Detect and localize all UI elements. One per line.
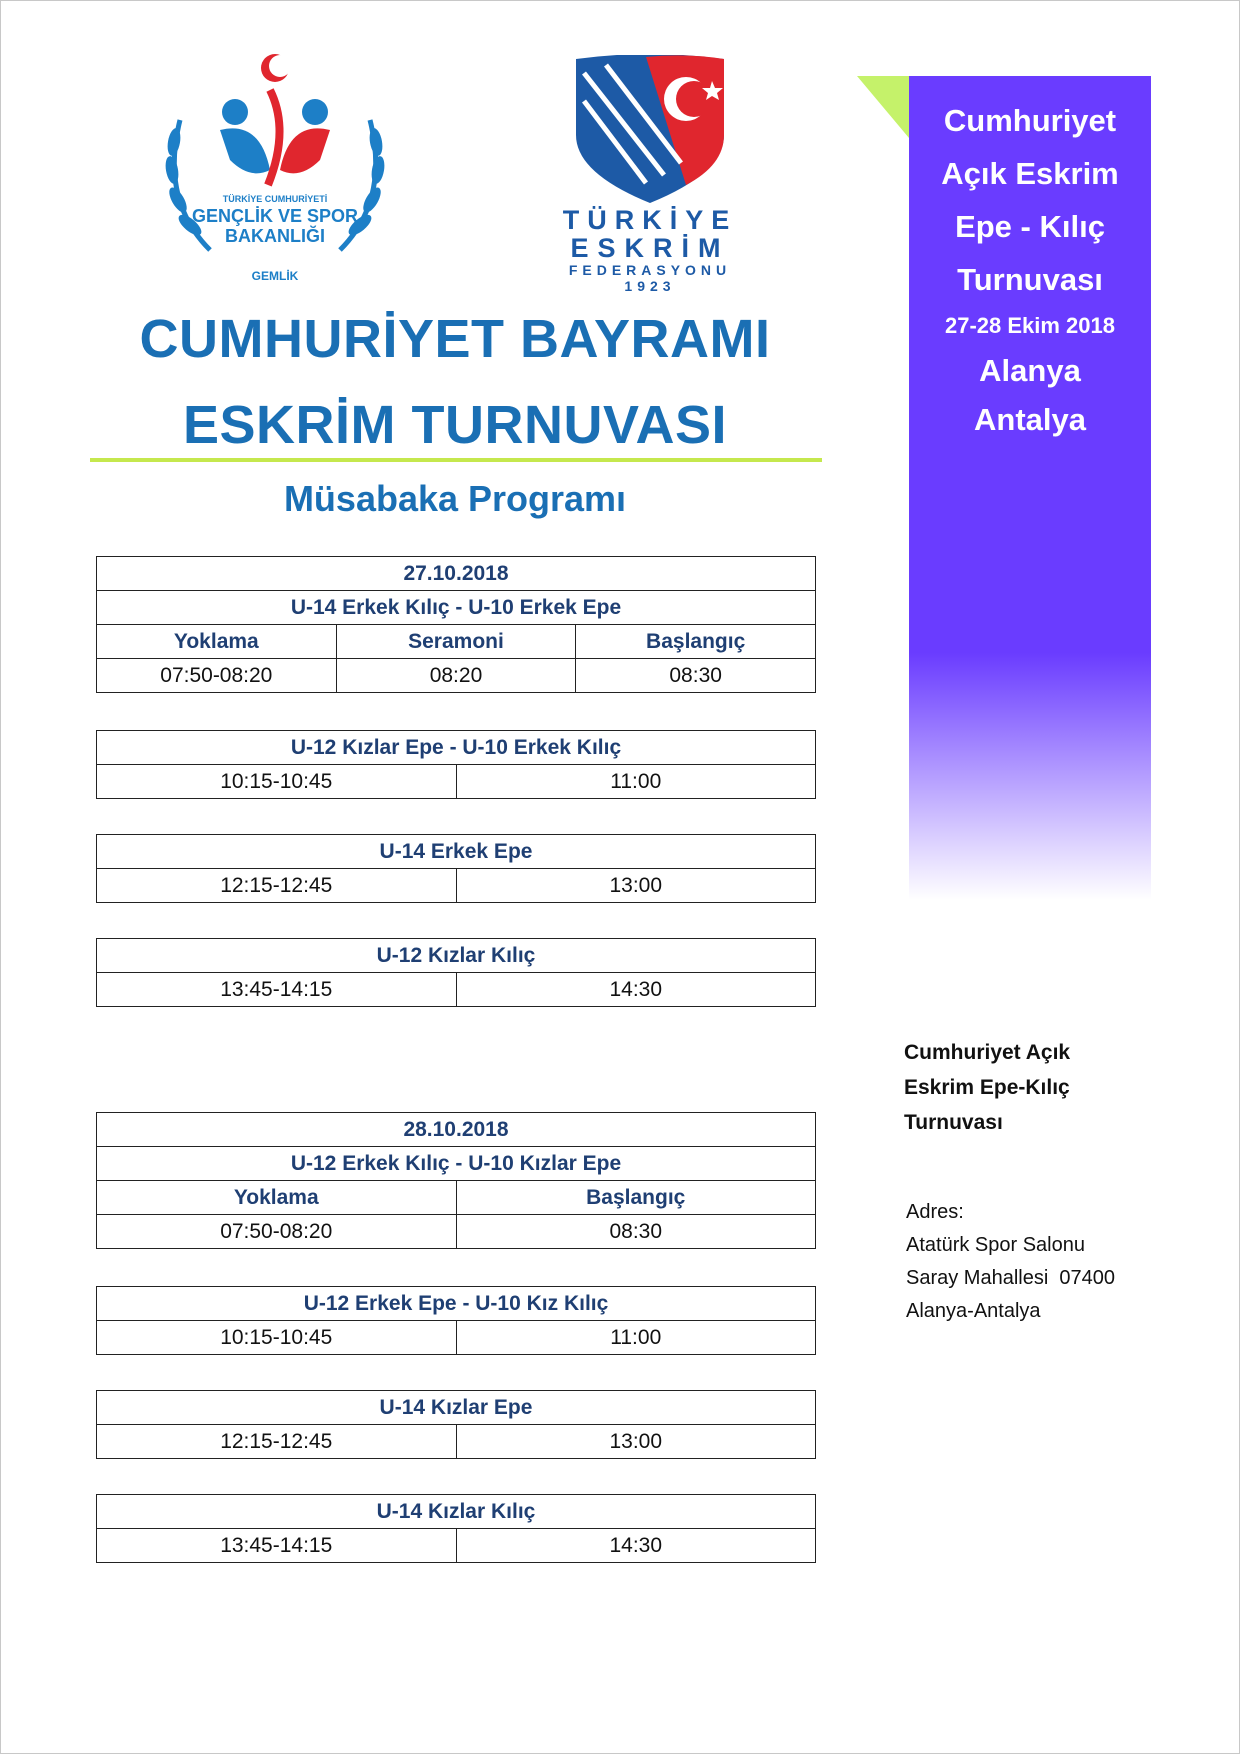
col-header-start: Başlangıç bbox=[576, 625, 816, 659]
federation-logo bbox=[536, 55, 764, 295]
ministry-logo-line2: BAKANLIĞI bbox=[225, 226, 325, 246]
federation-logo-line2: ESKRİM bbox=[570, 233, 730, 263]
day1-event: U-14 Erkek Kılıç - U-10 Erkek Epe bbox=[97, 591, 816, 625]
day1-session-table bbox=[96, 730, 816, 799]
side-panel-fold bbox=[857, 76, 909, 138]
side-city: Alanya bbox=[979, 353, 1081, 388]
side-panel bbox=[909, 76, 1151, 900]
title-divider bbox=[90, 458, 822, 462]
side-line-4: Turnuvası bbox=[957, 262, 1103, 297]
checkin-time: 07:50-08:20 bbox=[97, 659, 337, 693]
checkin-time: 13:45-14:15 bbox=[97, 1529, 457, 1563]
day1-session-table bbox=[96, 834, 816, 903]
day1-date: 27.10.2018 bbox=[97, 557, 816, 591]
checkin-time: 12:15-12:45 bbox=[97, 869, 457, 903]
start-time: 08:30 bbox=[576, 659, 816, 693]
session-event: U-14 Kızlar Kılıç bbox=[97, 1495, 816, 1529]
session-event: U-14 Erkek Epe bbox=[97, 835, 816, 869]
checkin-time: 10:15-10:45 bbox=[97, 1321, 457, 1355]
day2-event: U-12 Erkek Kılıç - U-10 Kızlar Epe bbox=[97, 1147, 816, 1181]
day2-session-table bbox=[96, 1494, 816, 1563]
start-time: 11:00 bbox=[456, 765, 816, 799]
side-date: 27-28 Ekim 2018 bbox=[944, 313, 1116, 338]
session-event: U-12 Erkek Epe - U-10 Kız Kılıç bbox=[97, 1287, 816, 1321]
side-line-2: Açık Eskrim bbox=[941, 156, 1119, 191]
ministry-logo-bottom: GEMLİK bbox=[251, 269, 299, 283]
info-title-line: Eskrim Epe-Kılıç bbox=[904, 1076, 1070, 1099]
federation-logo-line1: TÜRKİYE bbox=[562, 205, 738, 235]
checkin-time: 10:15-10:45 bbox=[97, 765, 457, 799]
address-line: Alanya-Antalya bbox=[906, 1300, 1041, 1322]
address-line: Atatürk Spor Salonu bbox=[906, 1234, 1085, 1256]
session-event: U-14 Kızlar Epe bbox=[97, 1391, 816, 1425]
address-line: Saray Mahallesi 07400 bbox=[906, 1267, 1116, 1289]
col-header-checkin: Yoklama bbox=[97, 1181, 457, 1215]
ministry-logo-line1: GENÇLİK VE SPOR bbox=[191, 206, 359, 226]
start-time: 14:30 bbox=[456, 973, 816, 1007]
page-title-line2: ESKRİM TURNUVASI bbox=[182, 395, 728, 455]
ceremony-time: 08:20 bbox=[336, 659, 576, 693]
ministry-logo-top: TÜRKİYE CUMHURİYETİ bbox=[222, 194, 328, 204]
col-header-start: Başlangıç bbox=[456, 1181, 816, 1215]
address-label: Adres: bbox=[906, 1201, 964, 1223]
day1-session-table bbox=[96, 938, 816, 1007]
side-line-1: Cumhuriyet bbox=[943, 103, 1117, 138]
start-time: 14:30 bbox=[456, 1529, 816, 1563]
day2-date: 28.10.2018 bbox=[97, 1113, 816, 1147]
col-header-checkin: Yoklama bbox=[97, 625, 337, 659]
session-event: U-12 Kızlar Epe - U-10 Erkek Kılıç bbox=[97, 731, 816, 765]
col-header-ceremony: Seramoni bbox=[336, 625, 576, 659]
checkin-time: 07:50-08:20 bbox=[97, 1215, 457, 1249]
info-title-line: Turnuvası bbox=[904, 1111, 1003, 1134]
start-time: 13:00 bbox=[456, 1425, 816, 1459]
checkin-time: 12:15-12:45 bbox=[97, 1425, 457, 1459]
federation-logo-line4: 1923 bbox=[624, 278, 676, 294]
ministry-logo bbox=[150, 50, 400, 290]
info-title bbox=[904, 1035, 1070, 1140]
day1-main-table bbox=[96, 556, 816, 693]
day2-session-table bbox=[96, 1286, 816, 1355]
start-time: 13:00 bbox=[456, 869, 816, 903]
info-title-line: Cumhuriyet Açık bbox=[904, 1041, 1071, 1064]
address-block bbox=[906, 1196, 1115, 1328]
federation-logo-line3: FEDERASYONU bbox=[568, 262, 732, 278]
session-event: U-12 Kızlar Kılıç bbox=[97, 939, 816, 973]
day2-main-table bbox=[96, 1112, 816, 1249]
start-time: 08:30 bbox=[456, 1215, 816, 1249]
page-title-line1: CUMHURİYET BAYRAMI bbox=[139, 309, 771, 369]
side-province: Antalya bbox=[974, 402, 1086, 437]
day2-session-table bbox=[96, 1390, 816, 1459]
page-subtitle: Müsabaka Programı bbox=[283, 478, 627, 519]
side-line-3: Epe - Kılıç bbox=[955, 209, 1105, 244]
checkin-time: 13:45-14:15 bbox=[97, 973, 457, 1007]
start-time: 11:00 bbox=[456, 1321, 816, 1355]
